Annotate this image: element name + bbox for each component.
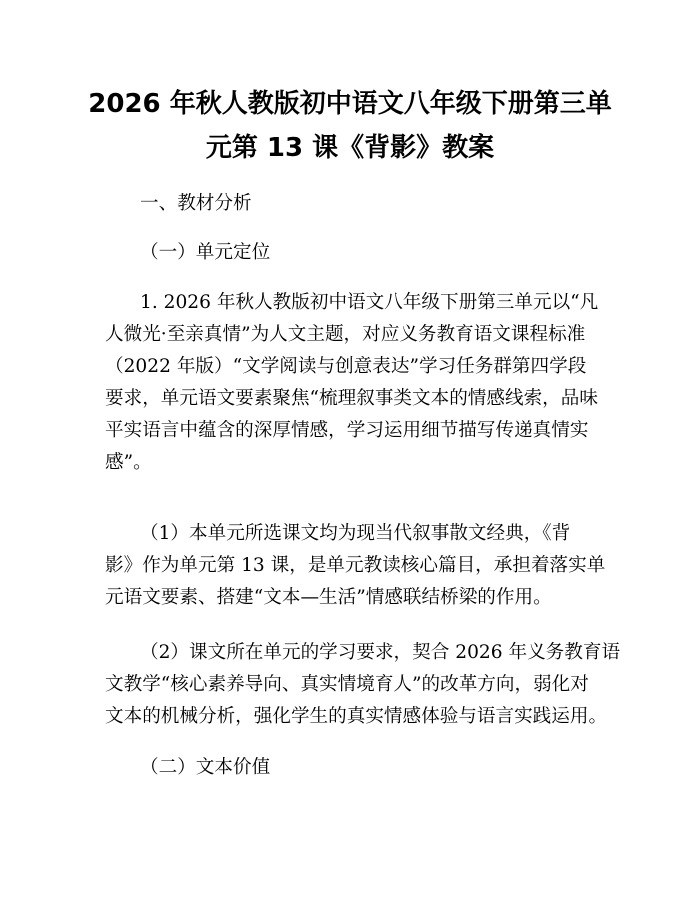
subsection-heading-text-value: （二）文本价值 [140,757,271,778]
paragraph-1-line-4: 要求，单元语文要素聚焦“梳理叙事类文本的情感线索，品味 [105,388,598,409]
paragraph-3-line-3: 文本的机械分析，强化学生的真实情感体验与语言实践运用。 [105,706,608,727]
paragraph-1-line-3: （2022 年版）“文学阅读与创意表达”学习任务群第四学段 [105,356,587,377]
document-title-line-1: 2026 年秋人教版初中语文八年级下册第三单 [88,89,612,119]
paragraph-1-line-6: 感”。 [105,452,152,473]
paragraph-3-line-2: 文教学“核心素养导向、真实情境育人”的改革方向，弱化对 [105,674,589,695]
section-heading-materials-analysis: 一、教材分析 [140,193,252,214]
paragraph-1-line-1: 1. 2026 年秋人教版初中语文八年级下册第三单元以“凡 [140,292,599,313]
subsection-heading-unit-positioning: （一）单元定位 [140,242,271,263]
paragraph-3-line-1: （2）课文所在单元的学习要求，契合 2026 年义务教育语 [140,642,621,663]
paragraph-2-line-2: 影》作为单元第 13 课，是单元教读核心篇目，承担着落实单 [105,555,606,576]
document-title-line-2: 元第 13 课《背影》教案 [205,133,495,163]
paragraph-2-line-3: 元语文要素、搭建“文本—生活”情感联结桥梁的作用。 [105,587,552,608]
paragraph-1-line-5: 平实语言中蕴含的深厚情感，学习运用细节描写传递真情实 [105,420,589,441]
paragraph-2-line-1: （1）本单元所选课文均为现当代叙事散文经典，《背 [140,523,571,544]
paragraph-1-line-2: 人微光·至亲真情”为人文主题，对应义务教育语文课程标准 [105,324,586,345]
